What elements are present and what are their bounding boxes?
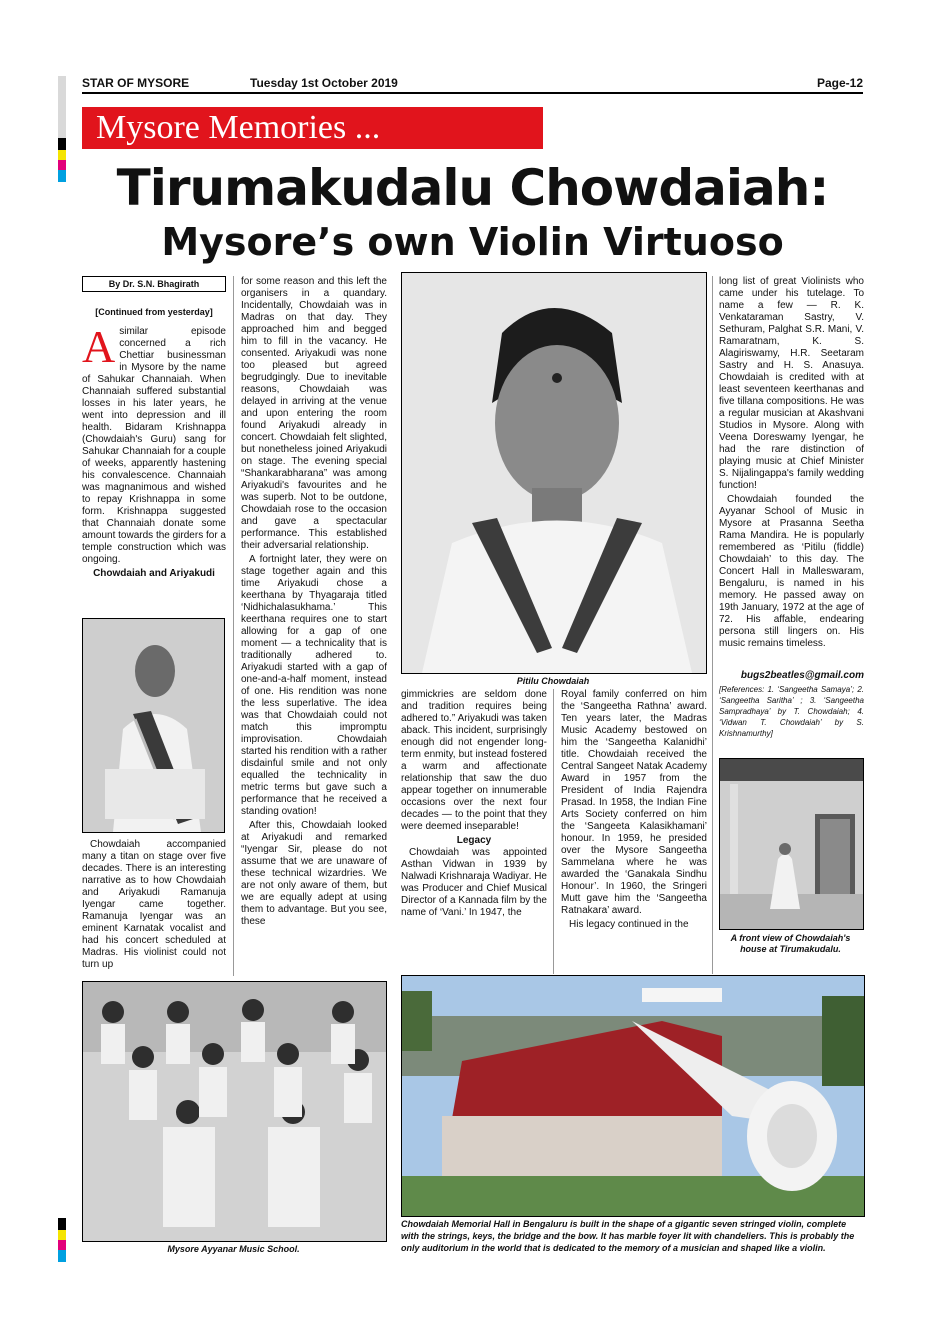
header-rule <box>82 92 863 94</box>
paragraph: Chowdaiah accompanied many a titan on stage over five decades. There is an interesting narrative as to how Chowdaiah and Ariyakudi Ramanuja Iyengar came together. Ramanuja Iyengar was an eminent Karnatak vocalist and had his concert scheduled at Madras. His violinist could not turn up <box>82 839 226 970</box>
column-divider <box>553 689 554 974</box>
column-divider <box>233 276 234 976</box>
photo-chowdaiah-ariyakudi <box>82 618 225 833</box>
column-4 <box>561 689 707 979</box>
paragraph: similar episode concerned a rich Chettiar businessman in Mysore by the name of Sahukar Channaiah. When Channaiah suffered substantial losses in his later years, he went into depression and ill health. Bidaram Krishnappa (Chowdaiah's Guru) sang for Sahukar Channaiah for a couple of weeks, apparently hastening his convalescence. Channaiah was magnanimous and wished to repay Krishnappa in some form. Krishnappa suggested that Channaiah donate some amount towards the girders for a temple construction which was ongoing. <box>82 326 226 565</box>
house-illustration <box>720 759 863 929</box>
subhead-chowdaiah-ariyakudi: Chowdaiah and Ariyakudi <box>93 568 215 579</box>
photo-chowdaiah-memorial-hall <box>401 975 865 1217</box>
issue-date: Tuesday 1st October 2019 <box>250 76 398 90</box>
section-banner-label: Mysore Memories ... <box>96 109 381 146</box>
headline: Tirumakudalu Chowdaiah: <box>116 159 829 217</box>
column-divider <box>712 276 713 974</box>
paragraph: gimmickries are seldom done and tradition requires being adhered to.” Ariyakudi was taken aback. This incident, surprisingly enough did not engender long-term enmity, but instead fostered a warm and affectionate relationship that saw the duo appear together on innumerable occasions over the next four decades — to the point that they were deemed inseparable! <box>401 689 547 832</box>
paragraph: Royal family conferred on him the ‘Sangeetha Rathna’ award. Ten years later, the Madras Music Academy bestowed on him the ‘Sangeetha Kalanidhi’ title. Chowdaiah received the Central Sangeet Natak Academy Award in 1957 from the President of India Rajendra Prasad. In 1958, the Indian Fine Arts Society conferred on him the ‘Sangeeta Kalasikhamani’ honour. In 1959, he presided over the Mysore Sangeetha Sammelana where he was awarded the ‘Ganakala Sindhu Honour’. In 1960, the Sringeri Mutt gave him the ‘Sangeetha Ratnakara’ award. <box>561 689 707 916</box>
column-2 <box>241 276 387 979</box>
paragraph: A fortnight later, they were on stage together again and this time Ariyakudi chose a keerthana by Thyagaraja titled ‘Nidhichalasukhama.’ This keerthana requires one to start allowing for a gap of one moment — a technicality that is traditionally adhered to. Ariyakudi started with a gap of one-and-a-half moment, instead of one. His rendition was none the less superlative. The idea was that Chowdaiah could not match this impromptu improvisation. Chowdaiah started his rendition with a rather disdainful smile and not only equalled the technicality in metric terms but gave such a performance that he received a standing ovation! <box>241 554 387 817</box>
paper-name: STAR OF MYSORE <box>82 76 190 90</box>
dropcap: A <box>82 326 116 372</box>
author-email: bugs2beatles@gmail.com <box>740 670 864 681</box>
portrait-illustration <box>402 273 706 673</box>
caption-main-photo: Pitilu Chowdaiah <box>516 676 590 686</box>
registration-bar-bottom <box>58 1218 66 1278</box>
paragraph: long list of great Violinists who came under his tutelage. To name a few — R. K. Venkataraman Sastry, V. Sethuram, Palghat S.R. Mani, V. Ramaratnam, K. S. Alagiriswamy, H.R. Seetaram Sastry and H. S. Anasuya. Chowdaiah is credited with at least seventeen keerthanas and five tillana compositions. He was a regular musician at Akashvani Studios in Mysore. Along with Veena Doreswamy Iyengar, he had the rare distinction of playing music at Chief Minister S. Nijalingappa's family wedding function! <box>719 276 864 491</box>
group-illustration <box>83 982 386 1241</box>
continued-note: [Continued from yesterday] <box>95 307 213 317</box>
references: [References: 1. ‘Sangeetha Samaya’; 2. ‘Sangeetha Saritha’ ; 3. ‘Sangeetha Sampradhaya’ by T. Chowdaiah; 4. ‘Vidwan T. Chowdaiah’ by S. Krishnamurthy] <box>719 685 864 738</box>
portrait-illustration <box>83 619 224 832</box>
subheadline: Mysore’s own Violin Virtuoso <box>161 220 784 264</box>
photo-pitilu-chowdaiah <box>401 272 707 674</box>
page-number: Page-12 <box>816 76 863 90</box>
paragraph: Chowdaiah founded the Ayyanar School of Music in Mysore at Prasanna Seetha Rama Mandira. He is popularly remembered as ‘Pitilu (fiddle) Chowdaiah’ to this day. The Concert Hall in Malleswaram, Bengaluru, is named in his memory. He passed away on 19th January, 1972 at the age of 72. His affable, endearing persona still lingers on. His music remains timeless. <box>719 494 864 649</box>
caption-house: A front view of Chowdaiah's house at Tirumakudalu. <box>730 933 851 954</box>
paragraph: His legacy continued in the <box>569 919 689 930</box>
hall-illustration <box>402 976 864 1216</box>
paragraph: After this, Chowdaiah looked at Ariyakudi and remarked “Iyengar Sir, please do not assume that we are unaware of these technical wizardries. We are not only aware of them, but we are equally adept at using them to advantage. But you see, these <box>241 820 387 927</box>
byline: By Dr. S.N. Bhagirath <box>82 276 226 292</box>
subhead-legacy: Legacy <box>456 835 492 846</box>
section-banner <box>82 107 543 149</box>
column-1-top <box>82 326 226 614</box>
photo-chowdaiah-house <box>719 758 864 930</box>
column-1-bottom <box>82 839 226 979</box>
paragraph: Chowdaiah was appointed Asthan Vidwan in 1939 by Nalwadi Krishnaraja Wadiyar. He was Producer and Chief Musical Director of a Kannada film by the name of ‘Vani.’ In 1947, the <box>401 847 547 918</box>
column-3 <box>401 689 547 979</box>
caption-school: Mysore Ayyanar Music School. <box>167 1244 300 1254</box>
caption-hall: Chowdaiah Memorial Hall in Bengaluru is built in the shape of a gigantic seven stringed violin, complete with the strings, keys, the bridge and the bow. It has marble foyer lit with chandeliers. This is probably the only auditorium in the world that is dedicated to the memory of a musician and shaped like a violin. <box>401 1219 855 1253</box>
photo-ayyanar-music-school <box>82 981 387 1242</box>
paragraph: for some reason and this left the organisers in a quandary. Incidentally, Chowdaiah was in Madras on that day. They approached him and begged him to fill in the vacancy. He consented. Ariyakudi was none too pleased but agreed begrudgingly. Due to inevitable reasons, Chowdaiah was delayed in arriving at the venue and upon entering the room found Ariyakudi already in concert. Chowdaiah felt slighted, but nonetheless joined Ariyakudi on stage. The evening special “Shankarabharana” was among Ariyakudi's favourites and he was superb. Not to be outdone, Chowdaiah rose to the occasion and gave a spectacular performance. This established their adversarial relationship. <box>241 276 387 551</box>
column-5 <box>719 276 864 676</box>
